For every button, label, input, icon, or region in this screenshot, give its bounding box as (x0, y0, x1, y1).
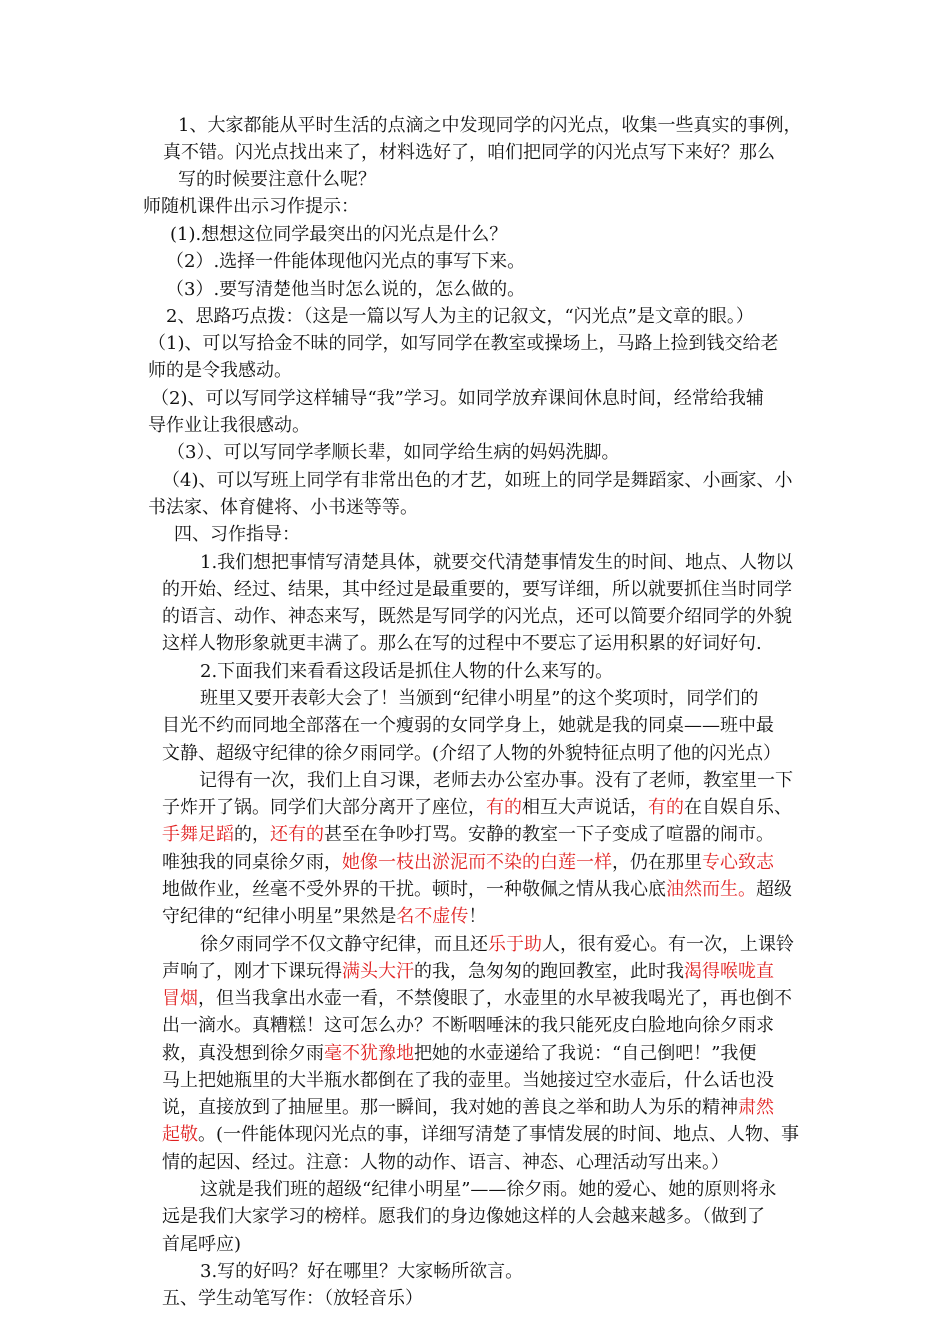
highlighted-phrase: 有的 (486, 797, 522, 818)
text-line (162, 1286, 423, 1312)
text-segment: 目光不约而同地全部落在一个瘦弱的女同学身上，她就是我的同桌——班中最 (162, 715, 774, 736)
text-line (151, 386, 764, 412)
highlighted-phrase: 有的 (648, 797, 684, 818)
text-line (162, 877, 792, 903)
highlighted-phrase: 起敬 (162, 1124, 198, 1145)
text-line (162, 795, 792, 821)
text-line (162, 604, 792, 630)
text-segment: 2、思路巧点拨：（这是一篇以写人为主的记叙文，“闪光点”是文章的眼。） (166, 306, 754, 327)
text-line (162, 577, 792, 603)
text-segment: 甚至在争吵打骂。安静的教室一下子变成了喧嚣的闹市。 (324, 824, 774, 845)
text-line (162, 1122, 799, 1148)
text-segment: 说，直接放到了抽屉里。那一瞬间，我对她的善良之举和助人为乐的精神 (162, 1097, 738, 1118)
text-line (162, 741, 781, 767)
text-segment: 的， (234, 824, 270, 845)
text-segment: 超级 (756, 879, 792, 900)
text-segment: 记得有一次，我们上自习课，老师去办公室办事。没有了老师，教室里一下 (199, 770, 793, 791)
text-segment: 的开始、经过、结果，其中经过是最重要的，要写详细，所以就要抓住当时同学 (162, 579, 792, 600)
text-segment: 马上把她瓶里的大半瓶水都倒在了我的壶里。当她接过空水壶后，什么话也没 (162, 1070, 774, 1091)
highlighted-phrase: 她像一枝出淤泥而不染的白莲一样 (342, 852, 612, 873)
text-line (143, 194, 359, 220)
text-segment: 救，真没想到徐夕雨 (162, 1043, 324, 1064)
text-segment: 地做作业，丝毫不受外界的干扰。顿时，一种敬佩之情从我心底 (162, 879, 666, 900)
text-segment: 写的时候要注意什么呢？ (178, 169, 376, 190)
text-line (199, 768, 793, 794)
text-segment: 。(一件能体现闪光点的事，详细写清楚了事情发展的时间、地点、人物、事 (198, 1124, 800, 1145)
text-segment: 文静、超级守纪律的徐夕雨同学。(介绍了人物的外貌特征点明了他的闪光点） (162, 743, 782, 764)
text-segment: 首尾呼应) (162, 1234, 242, 1255)
text-segment: 1.我们想把事情写清楚具体，就要交代清楚事情发生的时间、地点、人物以 (200, 552, 794, 573)
highlighted-phrase: 毫不犹豫地 (324, 1043, 414, 1064)
text-segment: 3.写的好吗？好在哪里？大家畅所欲言。 (200, 1261, 524, 1282)
text-segment: 真不错。闪光点找出来了，材料选好了，咱们把同学的闪光点写下来好？那么 (163, 142, 775, 163)
text-line (163, 140, 775, 166)
text-line (162, 959, 774, 985)
text-segment: 相互大声说话， (522, 797, 648, 818)
text-segment: 师的是令我感动。 (148, 360, 292, 381)
text-line (148, 495, 418, 521)
text-segment: ！ (468, 906, 487, 927)
text-segment: （2)、可以写同学这样辅导“我”学习。如同学放弃课间休息时间，经常给我辅 (151, 388, 764, 409)
text-line (162, 904, 486, 930)
text-segment: 徐夕雨同学不仅文静守纪律，而且还 (200, 934, 488, 955)
highlighted-phrase: 肃然 (738, 1097, 774, 1118)
text-segment: 声响了，刚才下课玩得 (162, 961, 342, 982)
text-line (178, 167, 376, 193)
text-line (167, 440, 619, 466)
highlighted-phrase: 乐于助 (488, 934, 542, 955)
text-line (148, 331, 778, 357)
text-segment: 的语言、动作、神态来写，既然是写同学的闪光点，还可以简要介绍同学的外貌 (162, 606, 792, 627)
text-segment: 守纪律的“纪律小明星”果然是 (162, 906, 397, 927)
text-segment: ，但当我拿出水壶一看，不禁傻眼了，水壶里的水早被我喝光了，再也倒不 (198, 988, 792, 1009)
text-segment: （2）.选择一件能体现他闪光点的事写下来。 (166, 251, 526, 272)
text-line (166, 304, 754, 330)
text-segment: 五、学生动笔写作：（放轻音乐） (162, 1288, 423, 1309)
text-line (162, 822, 774, 848)
highlighted-phrase: 渴得喉咙直 (684, 961, 774, 982)
text-line (200, 932, 794, 958)
text-line (162, 1041, 756, 1067)
text-line (162, 1204, 765, 1230)
text-line (148, 358, 292, 384)
text-line (162, 1095, 774, 1121)
text-segment: （3）、可以写同学孝顺长辈，如同学给生病的妈妈洗脚。 (167, 442, 620, 463)
text-segment: 师随机课件出示习作提示： (143, 196, 359, 217)
highlighted-phrase: 还有的 (270, 824, 324, 845)
text-segment: 这样人物形象就更丰满了。那么在写的过程中不要忘了运用积累的好词好句. (162, 633, 762, 654)
text-segment: 唯独我的同桌徐夕雨， (162, 852, 342, 873)
text-line (162, 850, 774, 876)
text-segment: 子炸开了锅。同学们大部分离开了座位， (162, 797, 486, 818)
text-line (162, 713, 774, 739)
text-line (170, 222, 507, 248)
text-segment: 四、习作指导： (174, 524, 300, 545)
text-line (200, 550, 793, 576)
text-line (162, 1150, 729, 1176)
text-segment: 出一滴水。真糟糕！这可怎么办？不断咽唾沫的我只能死皮白脸地向徐夕雨求 (162, 1015, 774, 1036)
highlighted-phrase: 冒烟 (162, 988, 198, 1009)
highlighted-phrase: 专心致志 (702, 852, 774, 873)
text-segment: 远是我们大家学习的榜样。愿我们的身边像她这样的人会越来越多。（做到了 (162, 1206, 765, 1227)
text-line (200, 1259, 523, 1285)
text-segment: 导作业让我很感动。 (148, 415, 310, 436)
text-segment: （3）.要写清楚他当时怎么说的，怎么做的。 (166, 279, 526, 300)
text-segment: (1).想想这位同学最突出的闪光点是什么？ (170, 224, 508, 245)
text-segment: 人，很有爱心。有一次，上课铃 (542, 934, 794, 955)
text-line (162, 631, 762, 657)
text-line (148, 413, 310, 439)
text-line (162, 468, 792, 494)
text-segment: 2.下面我们来看看这段话是抓住人物的什么来写的。 (200, 661, 614, 682)
text-segment: （4)、可以写班上同学有非常出色的才艺，如班上的同学是舞蹈家、小画家、小 (162, 470, 793, 491)
text-line (178, 113, 801, 139)
text-segment: ，仍在那里 (612, 852, 702, 873)
text-segment: 把她的水壶递给了我说：“自己倒吧！”我便 (414, 1043, 757, 1064)
text-line (200, 659, 613, 685)
text-segment: 班里又要开表彰大会了！当颁到“纪律小明星”的这个奖项时，同学们的 (200, 688, 759, 709)
text-line (162, 1013, 774, 1039)
text-line (166, 249, 525, 275)
text-line (200, 686, 758, 712)
text-segment: 书法家、体育健将、小书迷等等。 (148, 497, 418, 518)
highlighted-phrase: 满头大汗 (342, 961, 414, 982)
highlighted-phrase: 名不虚传 (396, 906, 469, 927)
text-line (174, 522, 300, 548)
text-segment: 的我，急匆匆的跑回教室，此时我 (414, 961, 684, 982)
text-line (166, 277, 525, 303)
highlighted-phrase: 油然而生。 (666, 879, 756, 900)
text-segment: 这就是我们班的超级“纪律小明星”——徐夕雨。她的爱心、她的原则将永 (200, 1179, 777, 1200)
text-line (162, 1068, 774, 1094)
text-line (162, 986, 792, 1012)
text-segment: 在自娱自乐、 (684, 797, 792, 818)
text-line (162, 1232, 241, 1258)
text-line (200, 1177, 776, 1203)
text-segment: （1)、可以写拾金不昧的同学，如写同学在教室或操场上，马路上捡到钱交给老 (148, 333, 779, 354)
highlighted-phrase: 手舞足蹈 (162, 824, 234, 845)
text-segment: 1、大家都能从平时生活的点滴之中发现同学的闪光点，收集一些真实的事例， (178, 115, 802, 136)
text-segment: 情的起因、经过。注意：人物的动作、语言、神态、心理活动写出来。） (162, 1152, 729, 1173)
